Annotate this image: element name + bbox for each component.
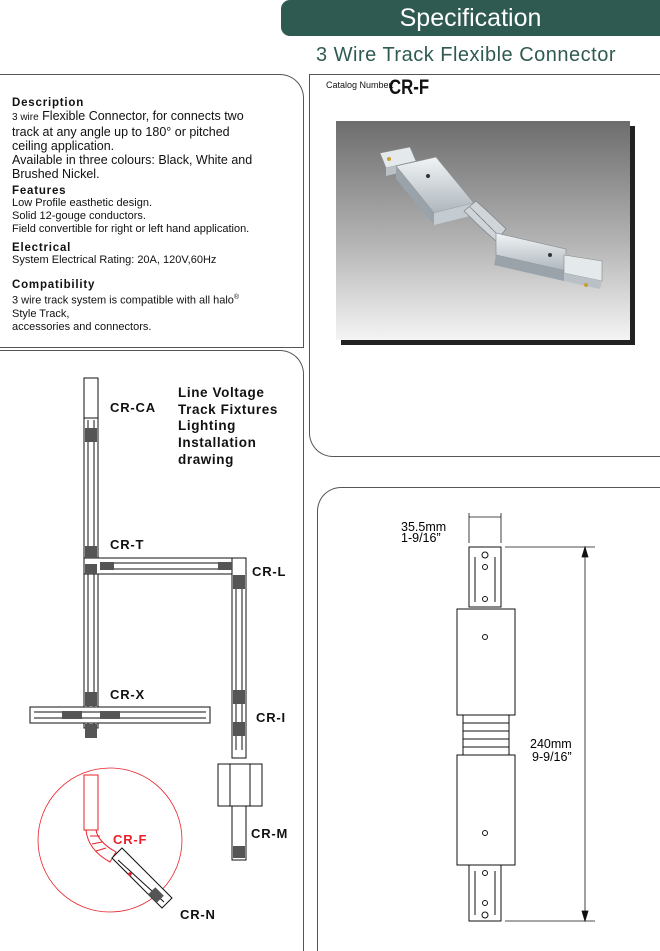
electrical-heading: Electrical (12, 242, 72, 254)
electrical-text: System Electrical Rating: 20A, 120V,60Hz (12, 254, 217, 266)
installation-drawing (0, 350, 303, 950)
bottom-housing (457, 755, 515, 865)
drawing-title-line-4: Installation (178, 435, 257, 450)
description-prefix: 3 wire (12, 112, 39, 123)
description-heading: Description (12, 97, 85, 109)
width-in: 1-9/16” (401, 531, 441, 545)
length-dimension-line (505, 547, 595, 921)
drawing-title-line-5: drawing (178, 452, 234, 467)
description-text (12, 109, 297, 181)
product-photo (336, 121, 630, 340)
flex-hose-side (463, 715, 509, 755)
top-housing (457, 609, 515, 715)
compatibility-text (12, 291, 297, 334)
features-text: Low Profile easthetic design. Solid 12-gouge conductors. Field convertible for right or left hand application. (12, 197, 250, 235)
header-banner (281, 0, 660, 36)
width-mm: 35.5mm (401, 520, 447, 534)
label-cr-i: CR-I (256, 710, 286, 725)
length-mm: 240mm (530, 737, 572, 751)
cr-ca-end-cap (84, 378, 98, 418)
spec-panel (0, 74, 304, 348)
drawing-title-line-2: Track Fixtures (178, 402, 278, 417)
label-cr-n: CR-N (180, 907, 216, 922)
cr-m-module (218, 764, 262, 806)
cr-n-connector (112, 848, 172, 908)
dimension-drawing (317, 487, 660, 950)
label-cr-t: CR-T (110, 537, 145, 552)
description-body: Flexible Connector, for connects two track at any angle up to 180° or pitched ceiling application. Available in three colours: Black, White and Brushed Nickel. (12, 109, 253, 181)
drawing-title-line-1: Line Voltage (178, 385, 265, 400)
label-cr-l: CR-L (252, 564, 287, 579)
spec-content (12, 97, 297, 334)
drawing-title-line-3: Lighting (178, 418, 237, 433)
label-cr-x: CR-X (110, 687, 145, 702)
label-cr-ca: CR-CA (110, 400, 156, 415)
catalog-label: Catalog Number: (326, 80, 395, 90)
label-cr-m: CR-M (251, 826, 289, 841)
compatibility-line1: 3 wire track system is compatible with all halo (12, 294, 234, 307)
page-title: Specification (399, 4, 542, 32)
registered-mark: ® (233, 294, 240, 301)
features-heading: Features (12, 185, 67, 197)
page-subtitle: 3 Wire Track Flexible Connector (315, 44, 617, 66)
compatibility-line2: Style Track, accessories and connectors. (12, 307, 152, 333)
compatibility-heading: Compatibility (12, 279, 96, 291)
label-cr-f: CR-F (113, 832, 148, 847)
width-dimension-line (469, 513, 501, 543)
catalog-number: CR-F (389, 76, 430, 99)
length-in: 9-9/16” (532, 750, 572, 764)
